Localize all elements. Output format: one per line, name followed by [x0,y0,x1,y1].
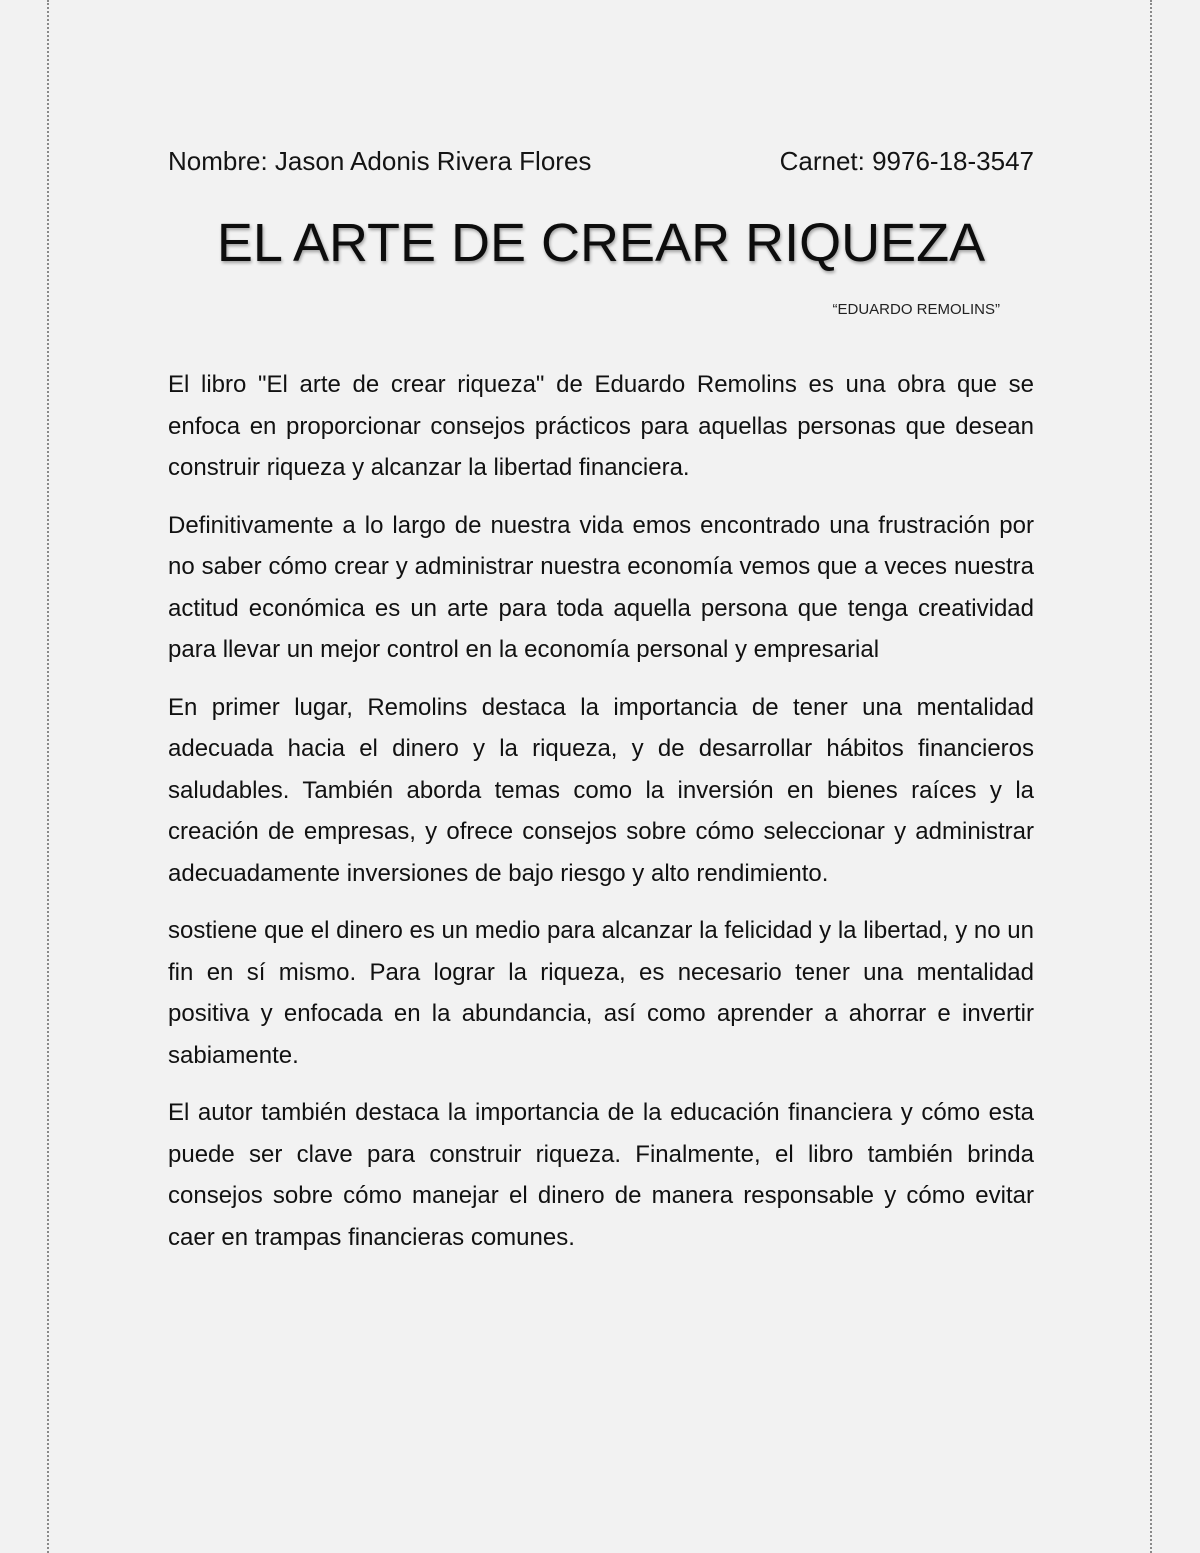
paragraph-5: El autor también destaca la importancia de la educación financiera y cómo esta puede ser clave para construir riqueza. Finalmente, el libro también brinda consejos sobre cómo manejar el dinero de manera responsable y cómo evitar caer en trampas financieras comunes. [168,1099,1034,1251]
document-body [168,364,1034,1274]
right-dotted-margin-line [1150,0,1152,1553]
document-title: EL ARTE DE CREAR RIQUEZA [216,213,986,273]
student-info-header [168,142,1034,180]
student-carnet: Carnet: 9976-18-3547 [779,146,1034,176]
book-author: “EDUARDO REMOLINS” [832,301,1000,318]
paragraph-4: sostiene que el dinero es un medio para alcanzar la felicidad y la libertad, y no un fin en sí mismo. Para lograr la riqueza, es necesario tener una mentalidad positiva y enfocada en la abundancia, así como aprender a ahorrar e invertir sabiamente. [168,917,1034,1069]
paragraph-1: El libro "El arte de crear riqueza" de Eduardo Remolins es una obra que se enfoca en proporcionar consejos prácticos para aquellas personas que desean construir riqueza y alcanzar la libertad financiera. [168,371,1034,481]
paragraph-2: Definitivamente a lo largo de nuestra vida emos encontrado una frustración por no saber cómo crear y administrar nuestra economía vemos que a veces nuestra actitud económica es un arte para toda aquella persona que tenga creatividad para llevar un mejor control en la economía personal y empresarial [168,511,1034,663]
left-dotted-margin-line [47,0,49,1553]
student-name: Nombre: Jason Adonis Rivera Flores [168,146,592,176]
paragraph-3: En primer lugar, Remolins destaca la importancia de tener una mentalidad adecuada hacia el dinero y la riqueza, y de desarrollar hábitos financieros saludables. También aborda temas como la inversión en bienes raíces y la creación de empresas, y ofrece consejos sobre cómo seleccionar y administrar adecuadamente inversiones de bajo riesgo y alto rendimiento. [168,693,1034,887]
